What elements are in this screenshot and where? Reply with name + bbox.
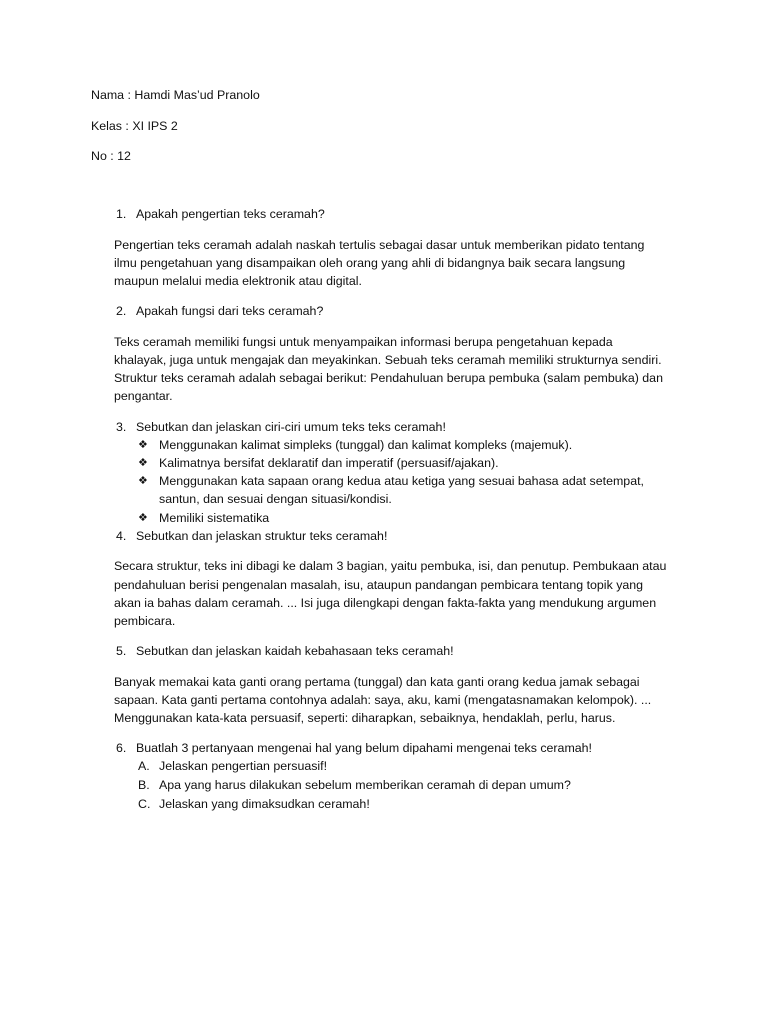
student-name: Nama : Hamdi Mas’ud Pranolo <box>91 88 260 102</box>
student-number: No : 12 <box>91 149 131 163</box>
sub-item-c-text: Jelaskan yang dimaksudkan ceramah! <box>159 797 370 811</box>
answer-5-line-2: sapaan. Kata ganti pertama contohnya adalah: saya, aku, kami (mengatasnamakan kelompok). ... <box>114 693 652 707</box>
question-6-number: 6. <box>116 741 127 755</box>
answer-4-line-4: pembicara. <box>114 614 176 628</box>
answer-5-line-3: Menggunakan kata-kata persuasif, seperti: diharapkan, sebaiknya, hendaklah, perlu, harus. <box>114 711 616 725</box>
question-5-text: Sebutkan dan jelaskan kaidah kebahasaan teks ceramah! <box>136 644 454 658</box>
question-1-number: 1. <box>116 207 127 221</box>
bullet-item-4: Memiliki sistematika <box>159 511 270 525</box>
bullet-item-1: Menggunakan kalimat simpleks (tunggal) dan kalimat kompleks (majemuk). <box>159 438 573 452</box>
question-2-number: 2. <box>116 304 127 318</box>
question-3-text: Sebutkan dan jelaskan ciri-ciri umum teks teks ceramah! <box>136 420 446 434</box>
sub-item-b-text: Apa yang harus dilakukan sebelum memberikan ceramah di depan umum? <box>159 778 571 792</box>
answer-5-line-1: Banyak memakai kata ganti orang pertama (tunggal) dan kata ganti orang kedua jamak sebagai <box>114 675 640 689</box>
bullet-item-3-continued: santun, dan sesuai dengan situasi/kondisi. <box>159 492 392 506</box>
answer-4-line-3: akan ia bahas dalam ceramah. ... Isi juga dilengkapi dengan fakta-fakta yang mendukung argumen <box>114 596 657 610</box>
question-6-text: Buatlah 3 pertanyaan mengenai hal yang belum dipahami mengenai teks ceramah! <box>136 741 592 755</box>
question-5-number: 5. <box>116 644 127 658</box>
answer-2-line-3: Struktur teks ceramah adalah sebagai berikut: Pendahuluan berupa pembuka (salam pembuka) dan <box>114 371 663 385</box>
diamond-bullet-icon: ❖ <box>138 456 148 469</box>
answer-4-line-2: pendahuluan berisi pengenalan masalah, isu, ataupun pandangan pembicara tentang topik yang <box>114 578 644 592</box>
student-class: Kelas : XI IPS 2 <box>91 119 178 133</box>
diamond-bullet-icon: ❖ <box>138 438 148 451</box>
answer-2-line-4: pengantar. <box>114 389 173 403</box>
diamond-bullet-icon: ❖ <box>138 474 148 487</box>
diamond-bullet-icon: ❖ <box>138 511 148 524</box>
question-3-number: 3. <box>116 420 127 434</box>
question-2-text: Apakah fungsi dari teks ceramah? <box>136 304 324 318</box>
sub-item-a-letter: A. <box>138 759 150 773</box>
sub-item-a-text: Jelaskan pengertian persuasif! <box>159 759 328 773</box>
answer-1-line-3: maupun melalui media elektronik atau digital. <box>114 274 362 288</box>
bullet-item-2: Kalimatnya bersifat deklaratif dan imperatif (persuasif/ajakan). <box>159 456 499 470</box>
question-4-number: 4. <box>116 529 127 543</box>
answer-4-line-1: Secara struktur, teks ini dibagi ke dalam 3 bagian, yaitu pembuka, isi, dan penutup. Pembukaan atau <box>114 559 667 573</box>
sub-item-c-letter: C. <box>138 797 151 811</box>
answer-2-line-1: Teks ceramah memiliki fungsi untuk menyampaikan informasi berupa pengetahuan kepada <box>114 335 613 349</box>
sub-item-b-letter: B. <box>138 778 150 792</box>
question-4-text: Sebutkan dan jelaskan struktur teks ceramah! <box>136 529 388 543</box>
answer-1-line-1: Pengertian teks ceramah adalah naskah tertulis sebagai dasar untuk memberikan pidato tentang <box>114 238 645 252</box>
question-1-text: Apakah pengertian teks ceramah? <box>136 207 325 221</box>
answer-2-line-2: khalayak, juga untuk mengajak dan meyakinkan. Sebuah teks ceramah memiliki strukturnya sendiri. <box>114 353 662 367</box>
answer-1-line-2: ilmu pengetahuan yang disampaikan oleh orang yang ahli di bidangnya baik secara langsung <box>114 256 626 270</box>
bullet-item-3: Menggunakan kata sapaan orang kedua atau ketiga yang sesuai bahasa adat setempat, <box>159 474 644 488</box>
